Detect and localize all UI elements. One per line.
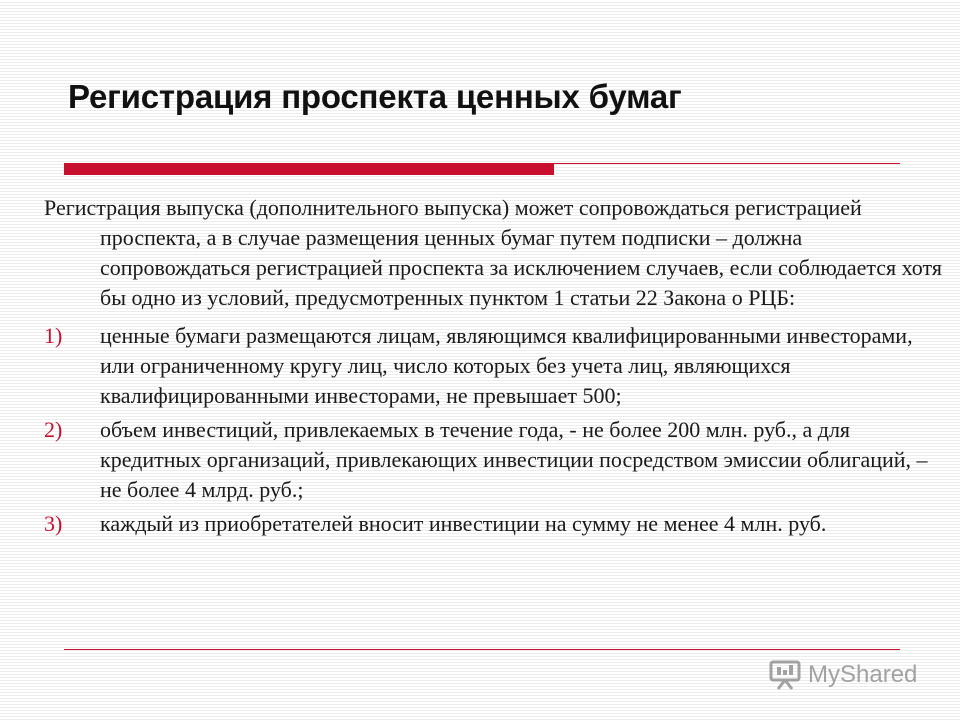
presentation-board-icon (768, 659, 802, 691)
list-item-text: объем инвестиций, привлекаемых в течение года, - не более 200 млн. руб., а для кредитных организаций, привлекающих инвестиции посредством эмиссии облигаций, – не более 4 млрд. руб.; (100, 417, 928, 502)
myshared-watermark (768, 657, 917, 693)
title-accent-bar (64, 164, 554, 175)
intro-paragraph: Регистрация выпуска (дополнительного выпуска) может сопровождаться регистрацией проспекта, а в случае размещения ценных бумаг путем подписки – должна сопровождаться регистрацией проспекта за исключением случаев, если соблюдается хотя бы одно из условий, предусмотренных пунктом 1 статьи 22 Закона о РЦБ: (44, 195, 942, 310)
watermark-text: MyShared (808, 661, 918, 688)
list-item (44, 509, 944, 539)
slide-body (44, 193, 944, 543)
list-number: 3) (44, 511, 63, 536)
list-number: 1) (44, 323, 63, 348)
footer-divider (64, 649, 900, 650)
list-item (44, 321, 944, 411)
list-item (44, 415, 944, 505)
list-item-text: каждый из приобретателей вносит инвестиции на сумму не менее 4 млн. руб. (100, 511, 827, 536)
slide-title: Регистрация проспекта ценных бумаг (68, 78, 682, 115)
list-number: 2) (44, 417, 63, 442)
list-item-text: ценные бумаги размещаются лицам, являющимся квалифицированными инвесторами, или ограниченному кругу лиц, число которых без учета лиц, являющихся квалифицированными инвесторами, не превышает 500; (100, 323, 913, 408)
